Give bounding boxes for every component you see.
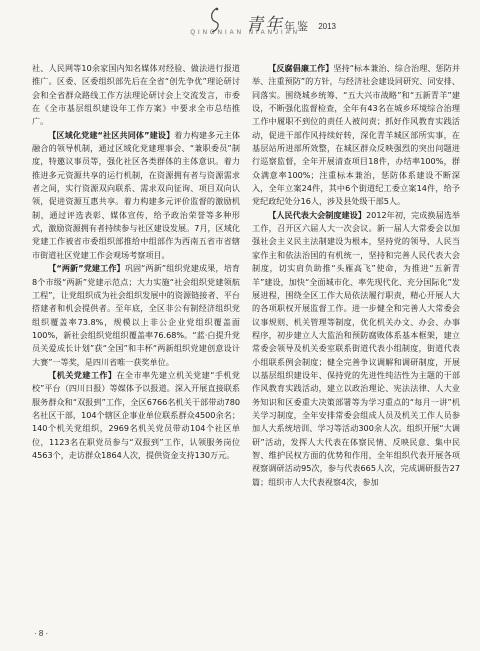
section-heading: 【反腐倡廉工作】 — [268, 63, 334, 73]
brand-year: 2013 — [318, 22, 336, 31]
section-heading: 【机关党建工作】 — [48, 369, 117, 380]
section-paragraph — [32, 129, 240, 262]
masthead — [0, 0, 480, 54]
section-paragraph — [252, 209, 460, 489]
section-paragraph — [32, 262, 240, 369]
brand-pinyin: QINGNIAN NIANJIAN — [190, 30, 300, 36]
section-body: 在全市率先建立机关党建“手机党校”平台（四川日报）等媒体予以报道。深入开展直接联系服务群众和“双报到”工作，全区6766名机关干部带动780名社区干部，104个辖区企事业单位联系群众4500余名；140个机关党组织，2969名机关党员带动104个社区单位，1123名在职党员参与“双报到”工作，认领服务岗位4563个，走访群众1864人次，提供资金支持130万元。 — [32, 369, 240, 460]
section-body: 坚持“标本兼治、综合治理、惩防并举、注重预防”的方针，与经济社会建设同研究、同安排、同落实。围绕城乡统筹、“五大兴市战略”和“五新青羊”建设，不断强化监督检查，全年有43名在城乡环境综合治理工作中履职不到位的责任人被问责；抓好作风教育实践活动，促进干部作风持续好转，深化青羊城区部所实事，在基层站所进部所效整，在城区群众反映强烈的突出问题进行巡察监督，全年开展清查项目18件，办结率100%，群众满意率100%；注重标本兼治，惩防体系建设不断深入，全年立案24件，其中6个街道纪工委立案14件，给予党纪政纪处分16人，涉及县处级干部5人。 — [252, 63, 460, 207]
section-heading: 【“两新”党建工作】 — [48, 263, 125, 274]
left-column — [32, 62, 240, 622]
section-paragraph — [32, 369, 240, 462]
brand-title: 青年 — [246, 15, 284, 35]
right-column — [252, 62, 460, 622]
page-number: · 8 · — [34, 629, 49, 638]
section-body: 着力构建多元主体融合的领导机制，通过区域化党建理事会、“兼职委员”制度，特邀议事员等，强化社区各类群体的主体意识。着力推进多元资源共享的运行机制，在资源拥有者与资源需求者之间，实行资源双向联系、需求双向征询、项目双向认领，促进资源互惠共享。着力构建多元评价监督的激励机制，通过评选表彰、媒体宣传，给予政治荣誉等多种形式，激励资源拥有者持续参与社区建设发展。7月，区域化党建工作被省市委组织部推给中组部作为西南五省市省辖市街道社区党建工作会观场考察项目。 — [32, 129, 240, 260]
section-body: 巩固“两新”组织党建成果，培育8个市级“两新”党建示范点；大力实施“社会组织党建领航工程”，让党组织成为社会组织发展中的资源链接者、平台搭建者和机会提供者。至年底，全区非公有制经济组织党组织覆盖率73.8%，规模以上非公企业党组织覆盖面100%，新社会组织党组织覆盖率76.68%。“蓝·白提升党员关爱成长计划”获“全国”和丰杯“两新组织党建创意设计大赛”一等奖，是四川省唯一获奖单位。 — [32, 263, 240, 367]
section-heading: 【人民代表大会制度建设】 — [268, 209, 367, 220]
section-paragraph — [252, 62, 460, 209]
section-heading: 【区域化党建“社区共同体”建设】 — [48, 129, 175, 140]
section-body: 2012年初，完成换届选举工作，召开区六届人大一次会议。新一届人大常委会以加强社会主义民主法制建设为根本，坚持党的领导、人民当家作主和依法治国的有机统一，坚持和完善人民代表大会制度，切实肩负助推“头雁高飞”使命，为推进“五新青羊”建设，加快“全面城市化、率先现代化、充分国际化”发展进程，围绕全区工作大局依法履行职责，精心开展人大的各项职权开展监督工作。进一步健全和完善人大常委会议事规则、机关管理等制度，优化机关办文、办会、办事程序，初步建立人大监治和预防腐败体系基本框架，建立常委会领导及机关委室联系街道代表小组制度，街道代表小组联系例会制度；健全完善争议调解和调研制度，开展以基层组织建设年、保持党的先进性纯洁性为主题的干部作风教育实践活动，建立以政治理论、宪法法律、人大业务知识和区委重大决策部署等为学习重点的“每月一讲”机关学习制度，全年安排常委会组成人员及机关工作人员参加人大系统培训、学习等活动300余人次。组织开展“大调研”活动，发挥人大代表在体察民情、反映民意、集中民智、维护民权方面的优势和作用，全年组织代表开展各项视察调研活动95次，参与代表665人次，完成调研报告27篇；组织市人大代表视察4次，参加 — [252, 209, 460, 487]
brand-suffix: 年鉴 — [284, 20, 310, 33]
intro-paragraph: 社、人民网等10余家国内知名媒体对经验、做法进行报道推广。区委、区委组织部先后在全省“创先争优”理论研讨会和全省群众路线工作方法理论研讨会上交流发言，市委在《全市基层组织建设年工作方案》中要求全市总结推广。 — [32, 63, 240, 127]
